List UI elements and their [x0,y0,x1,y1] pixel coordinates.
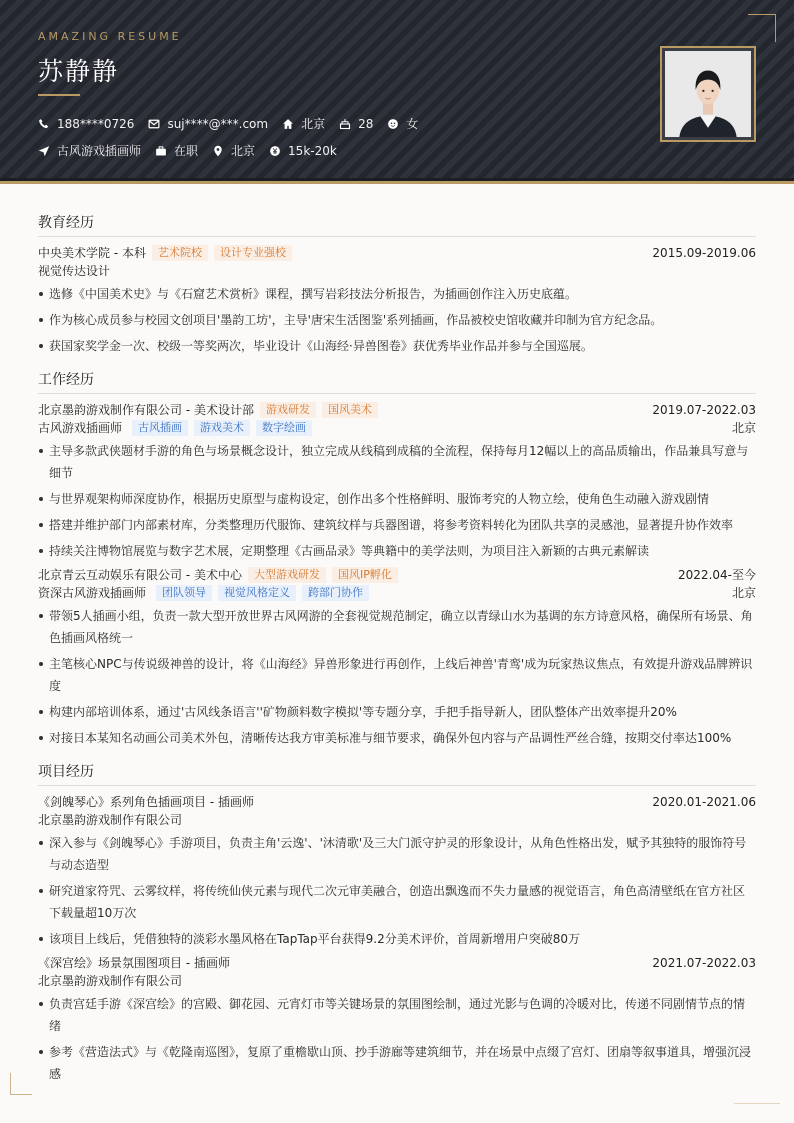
footer-line-decoration [734,1103,780,1104]
email-item [148,117,268,131]
send-icon [38,145,50,157]
job-intent-row [38,142,351,159]
project-company-row [38,972,756,990]
role-title: 资深古风游戏插画师 [38,586,147,600]
list-item: 主导多款武侠题材手游的角色与场景概念设计，独立完成从线稿到成稿的全流程，保持每月12幅以上的高品质输出，作品兼具写意与细节 [38,440,756,484]
date-range: 2019.07-2022.03 [652,403,756,417]
list-item: 带领5人插画小组，负责一款大型开放世界古风网游的全套视觉规范制定，确立以青绿山水为基调的东方诗意风格，确保所有场景、角色插画风格统一 [38,605,756,649]
school-name: 中央美术学院 - 本科 [38,246,146,260]
list-item: 主笔核心NPC与传说级神兽的设计，将《山海经》异兽形象进行再创作，上线后神兽'青鸾'成为玩家热议焦点，有效提升游戏品牌辨识度 [38,653,756,697]
section-title-education: 教育经历 [38,212,756,237]
role-row [38,419,756,437]
cake-icon [339,118,351,130]
education-header-row [38,244,756,262]
project-company: 北京墨韵游戏制作有限公司 [38,813,183,827]
section-title-work: 工作经历 [38,369,756,394]
job-bullets [38,440,756,562]
date-range: 2015.09-2019.06 [652,246,756,260]
project-name: 《深宫绘》场景氛围图项目 - 插画师 [38,956,230,970]
target-city-text: 北京 [231,144,256,158]
project-company: 北京墨韵游戏制作有限公司 [38,974,183,988]
resume-header [0,0,794,184]
corner-decoration [10,1073,32,1095]
list-item: 参考《营造法式》与《乾隆南巡图》，复原了重檐歇山顶、抄手游廊等建筑细节，并在场景中点缀了宫灯、团扇等叙事道具，增强沉浸感 [38,1041,756,1085]
status-item [155,142,198,159]
tag: 游戏研发 [260,402,316,418]
job-bullets [38,605,756,749]
job-header-row [38,401,756,419]
list-item: 持续关注博物馆展览与数字艺术展，定期整理《古画品录》等典籍中的美学法则，为项目注入新颖的古典元素解读 [38,540,756,562]
role-row [38,584,756,602]
list-item: 构建内部培训体系，通过'古风线条语言''矿物颜料数字模拟'等专题分享，手把手指导新人，团队整体产出效率提升20% [38,701,756,723]
candidate-name: 苏静静 [38,57,120,86]
city: 北京 [731,421,756,435]
location-icon [212,145,224,157]
project-bullets [38,993,756,1085]
project-name: 《剑魄琴心》系列角色插画项目 - 插画师 [38,795,254,809]
project-header-row [38,954,756,972]
project-header-row [38,793,756,811]
list-item: 搭建并维护部门内部素材库，分类整理历代服饰、建筑纹样与兵器图谱，将参考资料转化为团队共享的灵感池，显著提升协作效率 [38,514,756,536]
date-range: 2020.01-2021.06 [652,795,756,809]
hometown-item [282,115,325,132]
briefcase-icon [155,145,167,157]
mail-icon [148,118,160,130]
list-item: 负责宫廷手游《深宫绘》的宫殿、御花园、元宵灯市等关键场景的氛围图绘制，通过光影与色调的冷暖对比，传递不同剧情节点的情绪 [38,993,756,1037]
city: 北京 [731,586,756,600]
major: 视觉传达设计 [38,264,111,278]
major-row [38,262,756,280]
list-item: 作为核心成员参与校园文创项目'墨韵工坊'，主导'唐宋生活图鉴'系列插画，作品被校史馆收藏并印制为官方纪念品。 [38,309,756,331]
tag: 设计专业强校 [214,245,292,261]
hometown-text: 北京 [301,117,326,131]
gender-text: 女 [406,117,419,131]
age-text: 28 [358,116,374,131]
list-item: 研究道家符咒、云雾纹样，将传统仙侠元素与现代二次元审美融合，创造出飘逸而不失力量感的视觉语言，角色高清壁纸在官方社区下载量超10万次 [38,880,756,924]
project-bullets [38,832,756,950]
home-icon [282,118,294,130]
project-section [38,761,756,1085]
name-underline [38,94,80,96]
email-text: suj****@***.com [167,116,269,131]
gender-icon [387,118,399,130]
list-item: 与世界观架构师深度协作，根据历史原型与虚构设定，创作出多个性格鲜明、服饰考究的人物立绘，使角色生动融入游戏剧情 [38,488,756,510]
project-entry [38,954,756,1085]
education-section [38,212,756,357]
target-position-text: 古风游戏插画师 [57,144,142,158]
salary-item [269,144,337,158]
project-company-row [38,811,756,829]
company-name: 北京墨韵游戏制作有限公司 - 美术设计部 [38,403,254,417]
money-icon [269,145,281,157]
brand-label: AMAZING RESUME [38,30,182,43]
tag: 视觉风格定义 [218,585,296,601]
work-section [38,369,756,749]
target-city-item [212,142,255,159]
tag: 游戏美术 [194,420,250,436]
job-header-row [38,566,756,584]
portrait-image [665,51,751,137]
status-text: 在职 [174,144,199,158]
tag: 古风插画 [132,420,188,436]
phone-icon [38,118,50,130]
list-item: 对接日本某知名动画公司美术外包，清晰传达我方审美标准与细节要求，确保外包内容与产品调性严丝合缝，按期交付率达100% [38,727,756,749]
contact-row [38,115,432,132]
gender-item [387,115,418,132]
role-title: 古风游戏插画师 [38,421,123,435]
project-entry [38,793,756,950]
date-range: 2021.07-2022.03 [652,956,756,970]
target-position-item [38,142,141,159]
salary-text: 15k-20k [288,143,337,158]
job-entry [38,401,756,562]
list-item: 选修《中国美术史》与《石窟艺术赏析》课程，撰写岩彩技法分析报告，为插画创作注入历史底蕴。 [38,283,756,305]
date-range: 2022.04-至今 [678,568,756,582]
list-item: 该项目上线后，凭借独特的淡彩水墨风格在TapTap平台获得9.2分美术评价，首周新增用户突破80万 [38,928,756,950]
phone-text: 188****0726 [57,116,135,131]
portrait-illustration [665,51,751,137]
job-entry [38,566,756,749]
education-bullets [38,283,756,357]
list-item: 深入参与《剑魄琴心》手游项目，负责主角'云逸'、'沐清歌'及三大门派守护灵的形象设计，从角色性格出发，赋予其独特的服饰符号与动态造型 [38,832,756,876]
company-name: 北京青云互动娱乐有限公司 - 美术中心 [38,568,242,582]
tag: 团队领导 [156,585,212,601]
age-item [339,117,373,131]
tag: 跨部门协作 [302,585,369,601]
tag: 国风IP孵化 [332,567,398,583]
list-item: 获国家奖学金一次、校级一等奖两次，毕业设计《山海经·异兽图卷》获优秀毕业作品并参与全国巡展。 [38,335,756,357]
resume-body [38,212,756,1097]
section-title-projects: 项目经历 [38,761,756,786]
profile-photo [660,46,756,142]
tag: 大型游戏研发 [248,567,326,583]
tag: 国风美术 [322,402,378,418]
corner-decoration [748,14,776,42]
tag: 数字绘画 [256,420,312,436]
phone-item [38,117,134,131]
tag: 艺术院校 [152,245,208,261]
